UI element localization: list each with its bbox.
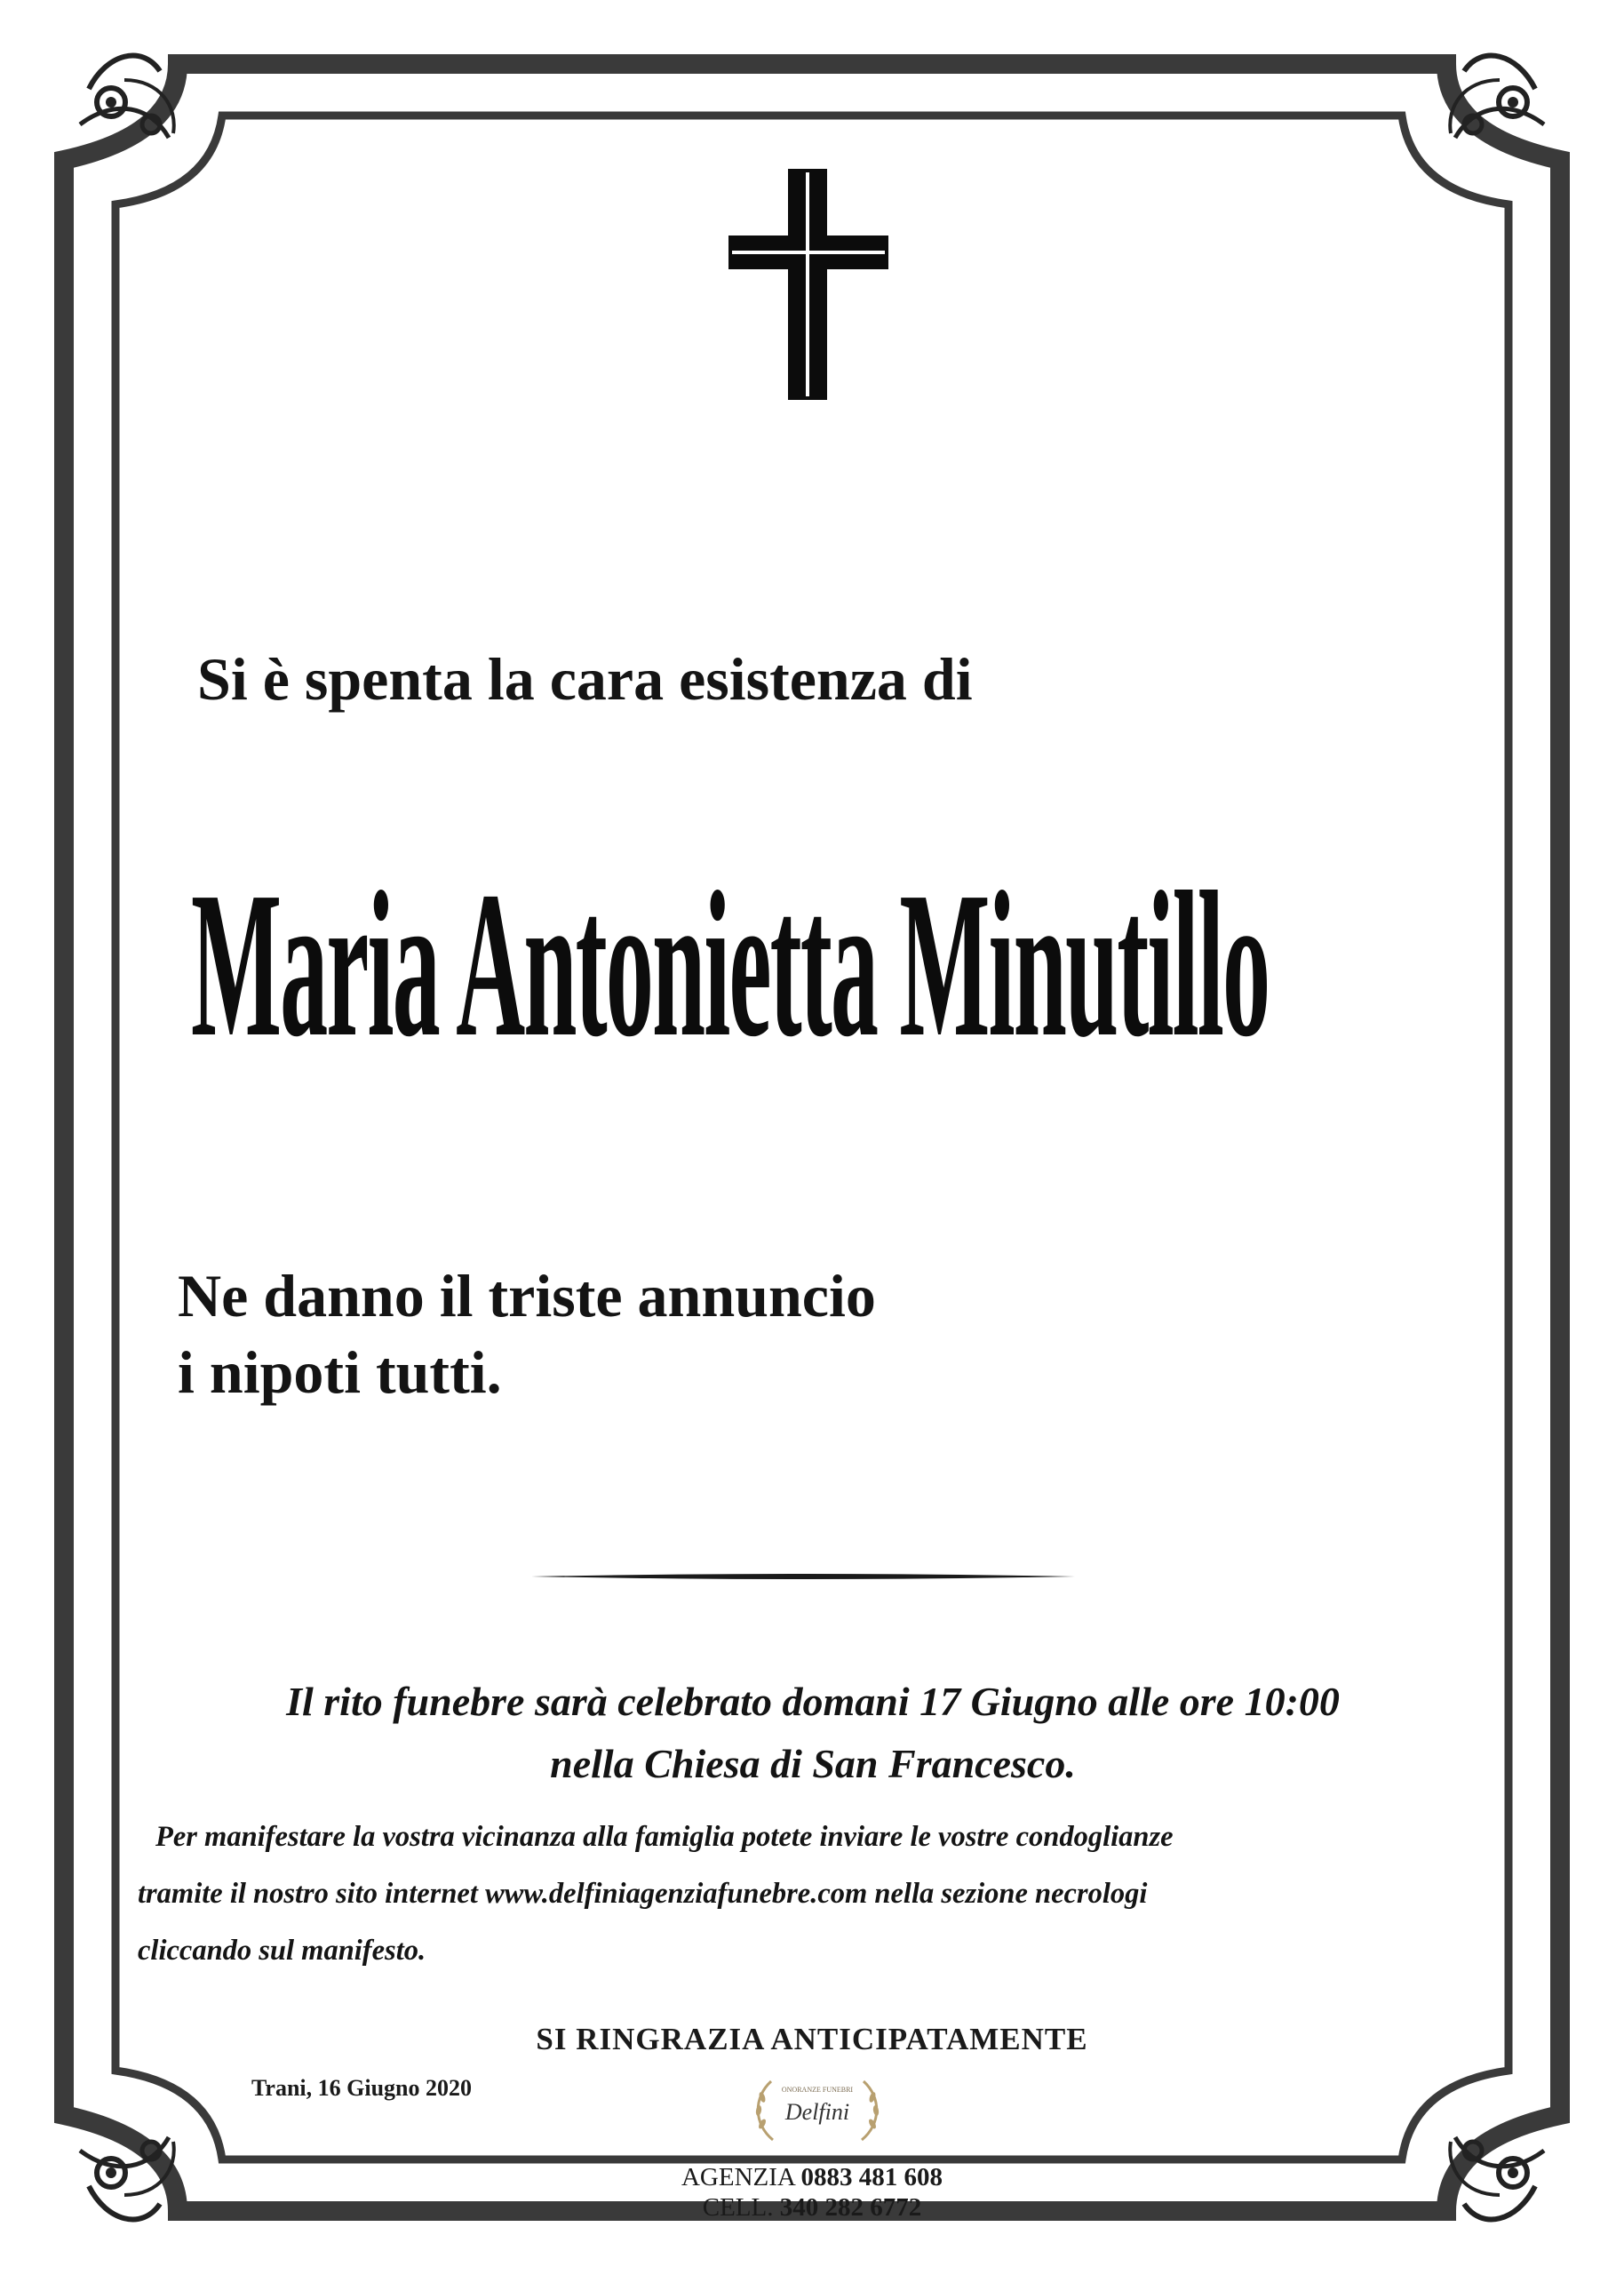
intro-line: Si è spenta la cara esistenza di: [197, 645, 973, 713]
ceremony-info: [107, 1671, 1519, 1795]
logo-small-text: ONORANZE FUNEBRI: [781, 2086, 854, 2094]
ceremony-line: Il rito funebre sarà celebrato domani 17 Giugno alle ore 10:00: [286, 1679, 1340, 1724]
agency-phone-row: [622, 2162, 1002, 2192]
logo-name-text: Delfini: [784, 2099, 850, 2125]
place-date: Trani, 16 Giugno 2020: [251, 2075, 473, 2101]
condolences-line: tramite il nostro sito internet www.delfiniagenziafunebre.com nella sezione necrologi: [138, 1878, 1148, 1910]
announcement-line: Ne danno il triste annuncio: [178, 1262, 876, 1329]
deceased-name: Maria Antonietta Minutillo: [191, 849, 1270, 1080]
thanks-line: SI RINGRAZIA ANTICIPATAMENTE: [536, 2022, 1088, 2056]
agency-logo: [746, 2071, 888, 2151]
agency-cell: 340 282 6772: [779, 2193, 922, 2222]
agency-phone-label: AGENZIA: [681, 2163, 801, 2191]
condolences-line: cliccando sul manifesto.: [138, 1935, 426, 1967]
announcement: [178, 1257, 876, 1410]
announcement-line: i nipoti tutti.: [178, 1338, 502, 1406]
condolences-line: Per manifestare la vostra vicinanza alla famiglia potete inviare le vostre condoglianze: [155, 1821, 1174, 1853]
agency-cell-label: CELL.: [702, 2193, 780, 2222]
ceremony-line: nella Chiesa di San Francesco.: [550, 1741, 1076, 1786]
agency-cell-row: [622, 2192, 1002, 2223]
agency-contacts: [622, 2162, 1002, 2223]
condolences-note: [138, 1808, 1497, 1979]
divider: [531, 1572, 1075, 1581]
agency-phone: 0883 481 608: [800, 2163, 943, 2191]
cross-icon: [728, 169, 888, 400]
